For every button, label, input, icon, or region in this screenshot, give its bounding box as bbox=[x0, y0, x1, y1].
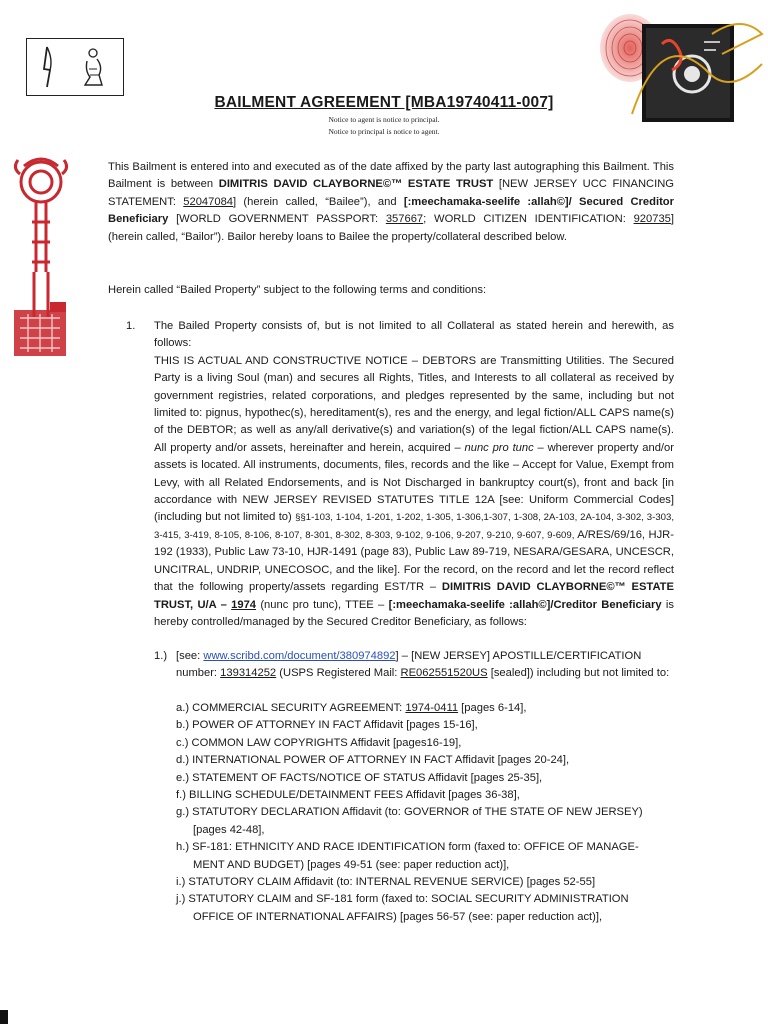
list-item-text: b.) POWER OF ATTORNEY IN FACT Affidavit [pages 15-16], bbox=[176, 719, 478, 732]
item-number: 1. bbox=[126, 320, 136, 332]
scribd-link[interactable]: www.scribd.com/document/380974892 bbox=[203, 650, 396, 662]
registered-mail-number: RE062551520US bbox=[400, 667, 488, 680]
text-run: ] (herein called, “Bailee”), and bbox=[233, 195, 404, 208]
bailor-name: [:meechamaka-seelife :allah©]/ Secured Creditor Beneficiary bbox=[108, 195, 674, 226]
list-item bbox=[176, 717, 676, 734]
text-run: [NEW JERSEY UCC FINANCING STATEMENT: bbox=[108, 178, 674, 208]
text-run: [see: bbox=[176, 650, 204, 662]
text-run: [WORLD GOVERNMENT PASSPORT: bbox=[168, 213, 386, 226]
item-1-body bbox=[154, 353, 674, 632]
intro-paragraph bbox=[108, 159, 674, 246]
text-run: ] – [NEW JERSEY] APOSTILLE/CERTIFICATION number: bbox=[176, 650, 642, 680]
list-item bbox=[176, 839, 676, 874]
citizen-id-number: 920735 bbox=[633, 213, 671, 226]
text-run: – wherever property and/or assets is located. All instruments, documents, files, records and the like – Accept for Value, Exempt from Levy, with all Related Endorsements, and is Not Discharged in bankruptcy court(s), front and back [in accordance with NEW JERSEY REVISED STATUTES TITLE 12A [see: Uniform Commercial Codes] (including but not limited to) bbox=[154, 441, 674, 524]
key-seal-icon bbox=[6, 152, 76, 362]
list-item-continuation: OFFICE OF INTERNATIONAL AFFAIRS) [pages 56-57 (see: paper reduction act)], bbox=[193, 910, 603, 923]
list-item-text: h.) SF-181: ETHNICITY AND RACE IDENTIFICATION form (faxed to: OFFICE OF MANAGE- bbox=[176, 841, 639, 854]
sub-item-number: 1.) bbox=[154, 650, 168, 662]
estate-trust-name: DIMITRIS DAVID CLAYBORNE©™ ESTATE TRUST bbox=[154, 581, 674, 611]
ucc-number: 52047084 bbox=[183, 195, 234, 208]
item-1 bbox=[126, 318, 674, 631]
text-run: (nunc pro tunc), TTEE – bbox=[256, 598, 389, 611]
hieroglyph-icon bbox=[27, 39, 123, 95]
list-item-text: c.) COMMON LAW COPYRIGHTS Affidavit [pages16-19], bbox=[176, 736, 462, 749]
list-item bbox=[176, 804, 676, 839]
year-value: 1974 bbox=[231, 598, 257, 611]
text-run: [sealed]) including but not limited to: bbox=[487, 667, 670, 680]
page-title: BAILMENT AGREEMENT [MBA19740411-007] bbox=[214, 94, 554, 111]
text-run: ; WORLD CITIZEN IDENTIFICATION: bbox=[423, 213, 634, 226]
text-run: , U/A – bbox=[190, 598, 232, 611]
text-run: (USPS Registered Mail: bbox=[276, 667, 401, 680]
list-item bbox=[176, 891, 676, 926]
text-run: is hereby controlled/managed by the Secured Creditor Beneficiary, as follows: bbox=[154, 598, 675, 628]
apostille-number: 139314252 bbox=[220, 667, 277, 680]
list-item-text: a.) COMMERCIAL SECURITY AGREEMENT: bbox=[176, 702, 406, 714]
attachment-list bbox=[176, 700, 676, 926]
agreement-number: 1974-0411 bbox=[405, 702, 459, 714]
list-item bbox=[176, 735, 676, 752]
notice-line-2: Notice to principal is notice to agent. bbox=[328, 127, 440, 136]
text-run: ] (herein called, “Bailor”). Bailor hereby loans to Bailee the property/collateral described below. bbox=[108, 213, 675, 243]
list-item-text: e.) STATEMENT OF FACTS/NOTICE OF STATUS Affidavit [pages 25-35], bbox=[176, 771, 543, 784]
notice-line-1: Notice to agent is notice to principal. bbox=[328, 115, 440, 124]
list-item-text: g.) STATUTORY DECLARATION Affidavit (to: GOVERNOR of THE STATE OF NEW JERSEY) bbox=[176, 806, 643, 819]
list-item-text: f.) BILLING SCHEDULE/DETAINMENT FEES Affidavit [pages 36-38], bbox=[176, 789, 520, 802]
list-item-continuation: [pages 42-48], bbox=[193, 823, 265, 836]
list-item-text: j.) STATUTORY CLAIM and SF-181 form (faxed to: SOCIAL SECURITY ADMINISTRATION bbox=[176, 893, 629, 906]
list-item bbox=[176, 770, 676, 787]
list-item-continuation: MENT AND BUDGET) [pages 49-51 (see: paper reduction act)], bbox=[193, 858, 510, 871]
passport-number: 357667 bbox=[385, 213, 424, 226]
scan-edge-mark bbox=[0, 1010, 8, 1024]
list-item-text: d.) INTERNATIONAL POWER OF ATTORNEY IN FACT Affidavit [pages 20-24], bbox=[176, 754, 570, 767]
beneficiary-name: [:meechamaka-seelife :allah©]/Creditor Beneficiary bbox=[388, 598, 662, 611]
statute-list: §§1-103, 1-104, 1-201, 1-202, 1-305, 1-306,1-307, 1-308, 2A-103, 2A-104, 3-302, 3-303, 3-415, 3-419, 8-105, 8-106, 8-107, 8-301, 8-302, 8-303, 9-102, 9-106, 9-207, 9-210, 9-607, 9-609, bbox=[154, 512, 674, 541]
bailee-name: DIMITRIS DAVID CLAYBORNE©™ ESTATE TRUST bbox=[218, 178, 494, 191]
terms-intro: Herein called “Bailed Property” subject to the following terms and conditions: bbox=[108, 284, 487, 296]
text-run: nunc pro tunc bbox=[464, 441, 534, 454]
list-item bbox=[176, 874, 676, 891]
list-item-text: [pages 6-14], bbox=[458, 702, 527, 714]
list-item bbox=[176, 787, 676, 804]
text-run: This Bailment is entered into and executed as of the date affixed by the party last autographing this Bailment. This Bailment is between bbox=[108, 161, 674, 191]
text-run: A/RES/69/16, HJR-192 (1933), Public Law 73-10, HJR-1491 (page 83), Public Law 89-719, NESARA/GESARA, UNCESCR, UNCITRAL, UNDRIP, UNECOSOC, and the like]. For the record, on the record and let the record reflect that the following property/assets regarding EST/TR – bbox=[154, 528, 674, 594]
hieroglyph-box bbox=[26, 38, 124, 96]
list-item-text: i.) STATUTORY CLAIM Affidavit (to: INTERNAL REVENUE SERVICE) [pages 52-55] bbox=[176, 876, 596, 889]
list-item bbox=[176, 752, 676, 769]
sub-item-1 bbox=[154, 648, 674, 683]
item-1-intro: The Bailed Property consists of, but is not limited to all Collateral as stated herein and herewith, as follows: bbox=[154, 320, 674, 350]
list-item bbox=[176, 700, 676, 717]
text-run: THIS IS ACTUAL AND CONSTRUCTIVE NOTICE – DEBTORS are Transmitting Utilities. The Secured Party is a living Soul (man) and secures all Rights, Titles, and Interests to all collateral as received by government registries, related corporations, and pledges represented by the same, including but not limited to: pignus, hypothec(s), hereditament(s), res and the energy, and legal fiction/ALL CAPS name(s) of the DEBTOR; as well as any/all derivative(s) and variation(s) of the legal fiction/ALL CAPS name(s). All property and/or assets, hereinafter and herein, acquired – bbox=[154, 354, 674, 454]
